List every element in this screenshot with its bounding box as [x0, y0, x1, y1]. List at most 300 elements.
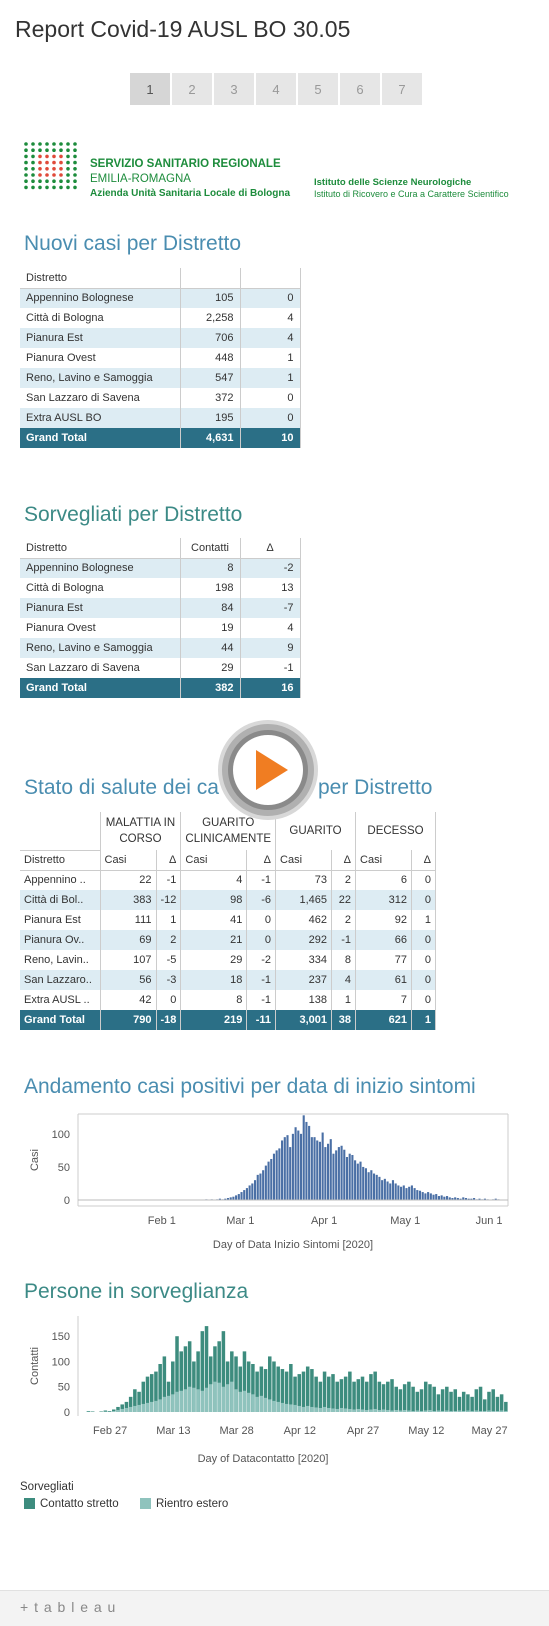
bar-rientro-estero — [108, 1411, 112, 1412]
row-delta: 4 — [240, 618, 300, 638]
row-delta: 9 — [240, 638, 300, 658]
bar-contatto-stretto — [504, 1402, 508, 1412]
sub-header — [20, 850, 436, 870]
bar-contatto-stretto — [407, 1382, 411, 1412]
x-tick-label: May 1 — [390, 1215, 421, 1227]
bar-rientro-estero — [487, 1410, 491, 1412]
group-header-1: GUARITO CLINICAMENTE — [181, 812, 276, 850]
logo-line-2: EMILIA-ROMAGNA — [90, 173, 191, 185]
y-tick-label: 0 — [63, 1407, 70, 1419]
row-delta: 1 — [412, 1010, 436, 1030]
row-delta: -1 — [247, 990, 276, 1010]
bar-rientro-estero — [104, 1411, 108, 1412]
row-value: 44 — [180, 638, 240, 658]
bar — [373, 1174, 375, 1200]
table-row[interactable] — [20, 658, 300, 678]
sorveglianza-chart — [20, 1312, 520, 1467]
bar — [262, 1170, 264, 1200]
table-row[interactable] — [20, 308, 300, 328]
row-name: Pianura Est — [20, 910, 100, 930]
bar-rientro-estero — [462, 1411, 466, 1412]
table-header — [20, 268, 300, 288]
bar-rientro-estero — [192, 1388, 196, 1412]
bar-rientro-estero — [319, 1408, 323, 1412]
table-row[interactable] — [20, 990, 436, 1010]
group-header — [20, 812, 436, 850]
bar-rientro-estero — [479, 1411, 483, 1412]
bar — [243, 1190, 245, 1200]
bar — [273, 1154, 275, 1200]
row-casi: 41 — [181, 910, 247, 930]
bar-contatto-stretto — [500, 1394, 504, 1412]
tableau-logo[interactable]: + t a b l e a u — [20, 1599, 117, 1615]
page-button-2[interactable]: 2 — [172, 73, 212, 105]
row-casi: 22 — [100, 870, 156, 890]
bar — [259, 1174, 261, 1200]
row-delta: 0 — [247, 930, 276, 950]
table-row[interactable] — [20, 950, 436, 970]
bar-contatto-stretto — [323, 1372, 327, 1412]
bar-rientro-estero — [226, 1384, 230, 1412]
row-delta: 1 — [240, 348, 300, 368]
bar — [395, 1183, 397, 1200]
row-name: Città di Bologna — [20, 308, 180, 328]
row-value: 2,258 — [180, 308, 240, 328]
bar-contatto-stretto — [411, 1387, 415, 1412]
bar-rientro-estero — [441, 1411, 445, 1412]
x-tick-label: Apr 12 — [283, 1425, 317, 1437]
legend-swatch — [24, 1498, 35, 1509]
bar — [422, 1192, 424, 1200]
bar-rientro-estero — [154, 1401, 158, 1412]
table-row[interactable] — [20, 558, 300, 578]
bar — [432, 1195, 434, 1200]
bar — [416, 1190, 418, 1200]
bar-rientro-estero — [369, 1409, 373, 1412]
bar-rientro-estero — [407, 1410, 411, 1412]
row-name: Appennino Bolognese — [20, 288, 180, 308]
row-name: Extra AUSL .. — [20, 990, 100, 1010]
row-delta: 38 — [332, 1010, 356, 1030]
bar — [335, 1150, 337, 1200]
bar-rientro-estero — [209, 1384, 213, 1412]
row-delta: 8 — [332, 950, 356, 970]
bar-contatto-stretto — [327, 1377, 331, 1412]
bar — [305, 1122, 307, 1200]
bar-rientro-estero — [179, 1391, 183, 1412]
group-header-0: MALATTIA IN CORSO — [100, 812, 181, 850]
bar — [313, 1137, 315, 1200]
bar — [238, 1194, 240, 1200]
bar-contatto-stretto — [449, 1392, 453, 1412]
row-name: Appennino Bolognese — [20, 558, 180, 578]
bar-rientro-estero — [120, 1409, 124, 1412]
table-row[interactable] — [20, 890, 436, 910]
header-casi: Casi — [181, 850, 247, 870]
bar — [408, 1187, 410, 1200]
header-empty — [180, 268, 240, 288]
row-casi: 138 — [276, 990, 332, 1010]
table-row[interactable] — [20, 288, 300, 308]
bar-contatto-stretto — [365, 1382, 369, 1412]
row-casi: 383 — [100, 890, 156, 910]
bar-rientro-estero — [327, 1408, 331, 1412]
bar — [289, 1147, 291, 1200]
bar-rientro-estero — [394, 1410, 398, 1412]
grand-total-row — [20, 678, 300, 698]
row-casi: 790 — [100, 1010, 156, 1030]
x-tick-label: Feb 1 — [147, 1215, 176, 1227]
bar — [405, 1188, 407, 1200]
x-tick-label: Jun 1 — [475, 1215, 503, 1227]
bar-contatto-stretto — [352, 1382, 356, 1412]
bar-rientro-estero — [403, 1410, 407, 1412]
bar-rientro-estero — [378, 1410, 382, 1412]
y-axis-label: Casi — [29, 1148, 41, 1172]
ausl-logo-icon — [22, 140, 82, 192]
row-delta: -1 — [247, 970, 276, 990]
bar-contatto-stretto — [390, 1379, 394, 1412]
row-casi: 237 — [276, 970, 332, 990]
row-delta: 1 — [240, 368, 300, 388]
bar — [257, 1175, 259, 1200]
row-casi: 111 — [100, 910, 156, 930]
bar-rientro-estero — [458, 1410, 462, 1412]
row-name: San Lazzaro di Savena — [20, 658, 180, 678]
bar-rientro-estero — [243, 1391, 247, 1412]
row-delta: -2 — [247, 950, 276, 970]
bar — [300, 1134, 302, 1200]
bar — [270, 1159, 272, 1200]
row-delta: 4 — [240, 308, 300, 328]
bar-rientro-estero — [167, 1396, 171, 1412]
bar-rientro-estero — [470, 1411, 474, 1412]
bar-rientro-estero — [437, 1410, 441, 1412]
header-delta: Δ — [240, 538, 300, 558]
bar-contatto-stretto — [491, 1389, 495, 1412]
page-button-3[interactable]: 3 — [214, 73, 254, 105]
row-delta: 1 — [156, 910, 181, 930]
row-delta: 0 — [240, 388, 300, 408]
bar-contatto-stretto — [378, 1382, 382, 1412]
legend-label: Rientro estero — [156, 1498, 229, 1510]
bar-contatto-stretto — [394, 1387, 398, 1412]
bar-rientro-estero — [272, 1401, 276, 1412]
table-row[interactable] — [20, 618, 300, 638]
header-contatti: Contatti — [180, 538, 240, 558]
row-name: San Lazzaro di Savena — [20, 388, 180, 408]
bar-rientro-estero — [390, 1410, 394, 1412]
table-row[interactable] — [20, 408, 300, 428]
stato-salute-title-b: per Distretto — [318, 776, 433, 799]
row-name: Extra AUSL BO — [20, 408, 180, 428]
header-distretto: Distretto — [20, 538, 180, 558]
row-casi: 7 — [356, 990, 412, 1010]
page-button-5[interactable]: 5 — [298, 73, 338, 105]
bar — [414, 1188, 416, 1200]
row-name: Grand Total — [20, 678, 180, 698]
bar-contatto-stretto — [319, 1382, 323, 1412]
row-delta: 10 — [240, 428, 300, 448]
row-delta: -11 — [247, 1010, 276, 1030]
bar — [376, 1175, 378, 1200]
bar-rientro-estero — [133, 1406, 137, 1412]
header-casi: Casi — [100, 850, 156, 870]
page-button-4[interactable]: 4 — [256, 73, 296, 105]
bar-contatto-stretto — [479, 1387, 483, 1412]
row-delta: 0 — [240, 288, 300, 308]
bar — [435, 1194, 437, 1200]
stato-salute-table — [20, 812, 436, 1030]
row-delta: -12 — [156, 890, 181, 910]
bar-rientro-estero — [142, 1404, 146, 1412]
bar-rientro-estero — [348, 1409, 352, 1412]
row-name: Pianura Est — [20, 598, 180, 618]
bar-rientro-estero — [247, 1393, 251, 1412]
row-delta: 0 — [247, 910, 276, 930]
bar-rientro-estero — [382, 1409, 386, 1412]
page-button-7[interactable]: 7 — [382, 73, 422, 105]
bar-rientro-estero — [428, 1410, 432, 1412]
table-row[interactable] — [20, 638, 300, 658]
bar — [235, 1195, 237, 1200]
row-delta: 0 — [156, 990, 181, 1010]
y-tick-label: 50 — [57, 1161, 70, 1174]
bar-rientro-estero — [314, 1407, 318, 1412]
group-header-3: DECESSO — [356, 812, 436, 850]
bar-rientro-estero — [475, 1410, 479, 1412]
bar-contatto-stretto — [420, 1389, 424, 1412]
bar — [303, 1115, 305, 1200]
bar-rientro-estero — [449, 1411, 453, 1412]
row-value: 19 — [180, 618, 240, 638]
row-casi: 8 — [181, 990, 247, 1010]
bar-rientro-estero — [146, 1403, 150, 1412]
bar — [324, 1147, 326, 1200]
header-distretto: Distretto — [20, 850, 100, 870]
header-empty — [240, 268, 300, 288]
casi-positivi-chart — [20, 1108, 520, 1263]
bar — [286, 1135, 288, 1200]
bar-contatto-stretto — [445, 1387, 449, 1412]
sorvegliati-title: Sorvegliati per Distretto — [24, 503, 243, 526]
footer-bar — [0, 1590, 549, 1626]
row-casi: 56 — [100, 970, 156, 990]
page-title: Report Covid-19 AUSL BO 30.05 — [15, 16, 351, 42]
bar-contatto-stretto — [453, 1389, 457, 1412]
bar-rientro-estero — [491, 1411, 495, 1412]
y-tick-label: 100 — [51, 1128, 70, 1141]
row-delta: -1 — [332, 930, 356, 950]
bar-contatto-stretto — [487, 1392, 491, 1412]
row-delta: -5 — [156, 950, 181, 970]
bar-rientro-estero — [188, 1387, 192, 1412]
bar-contatto-stretto — [441, 1389, 445, 1412]
x-tick-label: May 12 — [408, 1425, 445, 1437]
bar — [384, 1179, 386, 1200]
bar-contatto-stretto — [458, 1397, 462, 1412]
row-casi: 98 — [181, 890, 247, 910]
legend-swatch — [140, 1498, 151, 1509]
bar-rientro-estero — [150, 1402, 154, 1412]
bar-rientro-estero — [264, 1398, 268, 1412]
bar-rientro-estero — [175, 1392, 179, 1412]
legend-title: Sorvegliati — [20, 1481, 74, 1493]
bar-rientro-estero — [260, 1396, 264, 1412]
header-distretto: Distretto — [20, 268, 180, 288]
row-casi: 21 — [181, 930, 247, 950]
row-name: Reno, Lavino e Samoggia — [20, 368, 180, 388]
bar — [438, 1196, 440, 1200]
bar-contatto-stretto — [91, 1411, 95, 1412]
bar-contatto-stretto — [306, 1367, 310, 1412]
bar-contatto-stretto — [357, 1379, 361, 1412]
grand-total-row — [20, 1010, 436, 1030]
row-value: 372 — [180, 388, 240, 408]
play-video-button[interactable] — [222, 724, 314, 816]
row-delta: 0 — [240, 408, 300, 428]
bar-rientro-estero — [357, 1409, 361, 1412]
table-row[interactable] — [20, 930, 436, 950]
row-name: Città di Bol.. — [20, 890, 100, 910]
bar-rientro-estero — [234, 1389, 238, 1412]
bar — [351, 1155, 353, 1200]
bar-contatto-stretto — [302, 1372, 306, 1412]
bar-rientro-estero — [112, 1411, 116, 1412]
header-delta: Δ — [247, 850, 276, 870]
bar-rientro-estero — [281, 1403, 285, 1412]
bar-contatto-stretto — [424, 1382, 428, 1412]
row-name: Pianura Ovest — [20, 618, 180, 638]
bar — [265, 1166, 267, 1200]
bar — [400, 1187, 402, 1200]
row-value: 198 — [180, 578, 240, 598]
legend-item-contatto[interactable] — [24, 1498, 119, 1510]
bar — [341, 1146, 343, 1200]
row-name: San Lazzaro.. — [20, 970, 100, 990]
row-casi: 4 — [181, 870, 247, 890]
bar-contatto-stretto — [496, 1397, 500, 1412]
bar-rientro-estero — [125, 1408, 129, 1412]
bar-rientro-estero — [87, 1411, 91, 1412]
table-row[interactable] — [20, 970, 436, 990]
row-casi: 462 — [276, 910, 332, 930]
row-delta: 4 — [332, 970, 356, 990]
header-delta: Δ — [332, 850, 356, 870]
bar-rientro-estero — [500, 1410, 504, 1412]
bar-rientro-estero — [184, 1389, 188, 1412]
y-tick-label: 50 — [57, 1381, 70, 1394]
bar-rientro-estero — [331, 1408, 335, 1412]
row-casi: 6 — [356, 870, 412, 890]
bar-rientro-estero — [268, 1399, 272, 1412]
table-row[interactable] — [20, 328, 300, 348]
nuovi-casi-title: Nuovi casi per Distretto — [24, 232, 242, 255]
bar-contatto-stretto — [399, 1389, 403, 1412]
row-delta: -6 — [247, 890, 276, 910]
bar-contatto-stretto — [470, 1397, 474, 1412]
bar-contatto-stretto — [314, 1377, 318, 1412]
bar-rientro-estero — [424, 1410, 428, 1412]
bar-rientro-estero — [289, 1404, 293, 1412]
table-row[interactable] — [20, 598, 300, 618]
bar-rientro-estero — [335, 1409, 339, 1412]
bar-rientro-estero — [323, 1407, 327, 1412]
bar — [327, 1144, 329, 1200]
bar-contatto-stretto — [483, 1399, 487, 1412]
bar-contatto-stretto — [382, 1384, 386, 1412]
table-row[interactable] — [20, 910, 436, 930]
bar-contatto-stretto — [428, 1384, 432, 1412]
row-casi: 1,465 — [276, 890, 332, 910]
bar-contatto-stretto — [416, 1392, 420, 1412]
row-casi: 42 — [100, 990, 156, 1010]
bar-contatto-stretto — [335, 1382, 339, 1412]
bar-contatto-stretto — [361, 1377, 365, 1412]
bar-rientro-estero — [504, 1411, 508, 1412]
bar — [424, 1193, 426, 1200]
x-tick-label: Mar 1 — [226, 1215, 255, 1227]
bar-rientro-estero — [344, 1408, 348, 1412]
bar-rientro-estero — [222, 1387, 226, 1412]
bar — [276, 1150, 278, 1200]
bar-contatto-stretto — [348, 1372, 352, 1412]
bar-rientro-estero — [163, 1397, 167, 1412]
row-delta: -2 — [240, 558, 300, 578]
chart1-title: Andamento casi positivi per data di inizio sintomi — [24, 1075, 476, 1098]
grand-total-row — [20, 428, 300, 448]
page-button-1[interactable]: 1 — [130, 73, 170, 105]
row-value: 382 — [180, 678, 240, 698]
header-delta: Δ — [156, 850, 181, 870]
x-tick-label: Apr 27 — [346, 1425, 380, 1437]
bar-rientro-estero — [411, 1411, 415, 1412]
bar — [292, 1134, 294, 1200]
row-casi: 61 — [356, 970, 412, 990]
bar — [441, 1195, 443, 1200]
bar-contatto-stretto — [462, 1392, 466, 1412]
table-row[interactable] — [20, 388, 300, 408]
bar-rientro-estero — [373, 1409, 377, 1412]
bar-contatto-stretto — [432, 1387, 436, 1412]
row-name: Appennino .. — [20, 870, 100, 890]
chart2-title: Persone in sorveglianza — [24, 1280, 249, 1303]
table-row[interactable] — [20, 870, 436, 890]
row-delta: 0 — [412, 970, 436, 990]
bar-contatto-stretto — [386, 1382, 390, 1412]
bar-rientro-estero — [238, 1392, 242, 1412]
row-casi: 219 — [181, 1010, 247, 1030]
bar-rientro-estero — [285, 1404, 289, 1412]
bar — [403, 1185, 405, 1200]
table-row[interactable] — [20, 348, 300, 368]
x-tick-label: Mar 13 — [156, 1425, 191, 1437]
row-name: Pianura Ov.. — [20, 930, 100, 950]
row-delta: 13 — [240, 578, 300, 598]
bar-rientro-estero — [352, 1409, 356, 1412]
table-row[interactable] — [20, 368, 300, 388]
row-casi: 92 — [356, 910, 412, 930]
page-button-6[interactable]: 6 — [340, 73, 380, 105]
group-header-2: GUARITO — [276, 812, 356, 850]
row-value: 448 — [180, 348, 240, 368]
legend-item-rientro[interactable] — [140, 1498, 228, 1510]
table-row[interactable] — [20, 578, 300, 598]
bar — [427, 1192, 429, 1200]
bar-rientro-estero — [340, 1408, 344, 1412]
row-casi: 621 — [356, 1010, 412, 1030]
row-delta: -1 — [247, 870, 276, 890]
